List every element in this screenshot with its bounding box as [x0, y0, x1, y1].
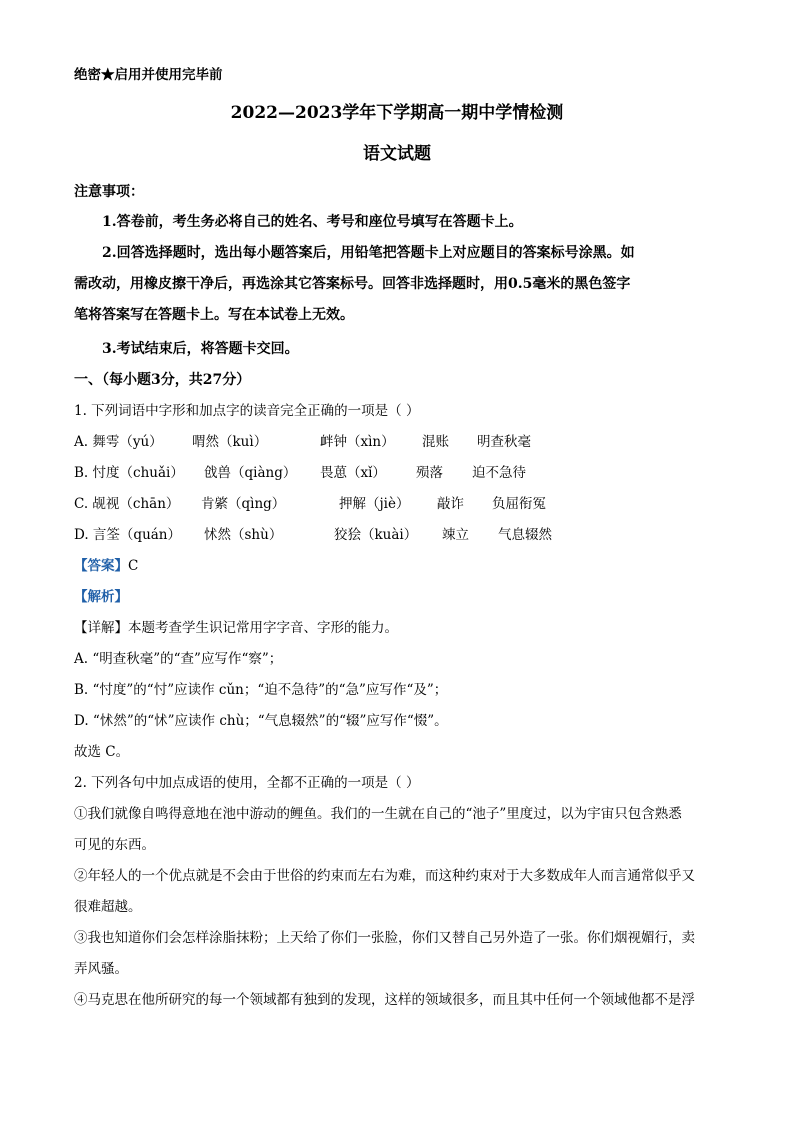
option-cell: C. 觇视（chān）: [74, 496, 180, 512]
option-cell: 混账: [422, 434, 449, 450]
sentence-3-line-1: ③我也知道你们会怎样涂脂抹粉；上天给了你们一张脸，你们又替自己另外造了一张。你们烟视媚行，卖: [74, 930, 695, 946]
option-cell: 押解（jiè）: [339, 496, 410, 512]
answer-tag: 【答案】: [74, 558, 128, 574]
notice-item-2-line-3: 笔将答案写在答题卡上。写在本试卷上无效。: [74, 307, 354, 323]
section-1-heading: 一、（每小题3分，共27分）: [74, 372, 251, 388]
option-cell: A. 舞雩（yú）: [74, 434, 163, 450]
question-2-stem: 2. 下列各句中加点成语的使用，全都不正确的一项是（ ）: [74, 775, 420, 791]
option-cell: D. 言筌（quán）: [74, 527, 182, 543]
answer-line: [74, 557, 138, 575]
option-cell: 狡狯（kuài）: [334, 527, 418, 543]
option-cell: B. 忖度（chuǎi）: [74, 465, 184, 481]
exam-subject: 语文试题: [363, 144, 431, 164]
option-cell: 怵然（shù）: [204, 527, 283, 543]
notice-item-2-line-1: 2.回答选择题时，选出每小题答案后，用铅笔把答题卡上对应题目的答案标号涂黑。如: [102, 245, 635, 261]
option-cell: 气息辍然: [498, 527, 552, 543]
answer-value: C: [128, 558, 139, 574]
confidential-label: 绝密★启用并使用完毕前: [74, 67, 223, 83]
notice-heading: 注意事项：: [74, 184, 144, 200]
option-cell: 戗兽（qiàng）: [204, 465, 297, 481]
sentence-2-line-2: 很难超越。: [74, 899, 142, 915]
sentence-4-line-1: ④马克思在他所研究的每一个领域都有独到的发现，这样的领域很多，而且其中任何一个领域他都不是浮: [74, 992, 695, 1008]
conclusion: 故选 C。: [74, 744, 130, 760]
option-cell: 竦立: [442, 527, 469, 543]
option-cell: 肯綮（qìng）: [201, 496, 286, 512]
sentence-2-line-1: ②年轻人的一个优点就是不会由于世俗的约束而左右为难，而这种约束对于大多数成年人而言通常似乎又: [74, 868, 695, 884]
explain-a: A. “明查秋毫”的“查”应写作“察”；: [74, 651, 283, 667]
sentence-1-line-1: ①我们就像自鸣得意地在池中游动的鲤鱼。我们的一生就在自己的“池子”里度过，以为宇宙只包含熟悉: [74, 806, 682, 822]
option-cell: 衅钟（xìn）: [320, 434, 395, 450]
option-cell: 负屈衔冤: [492, 496, 546, 512]
explain-d: D. “怵然”的“怵”应读作 chù；“气息辍然”的“辍”应写作“惙”。: [74, 713, 448, 729]
option-cell: 畏葸（xǐ）: [320, 465, 386, 481]
question-1-stem: 1. 下列词语中字形和加点字的读音完全正确的一项是（ ）: [74, 403, 420, 419]
analysis-tag: 【解析】: [74, 589, 128, 605]
explain-b: B. “忖度”的“忖”应读作 cǔn；“迫不急待”的“急”应写作“及”；: [74, 682, 448, 698]
option-cell: 明查秋毫: [477, 434, 531, 450]
notice-item-2-line-2: 需改动，用橡皮擦干净后，再选涂其它答案标号。回答非选择题时，用0.5毫米的黑色签字: [74, 276, 631, 292]
detail-line: [74, 619, 398, 637]
option-cell: 敲诈: [437, 496, 464, 512]
option-cell: 喟然（kuì）: [192, 434, 268, 450]
option-cell: 迫不急待: [472, 465, 526, 481]
detail-tag: 【详解】: [74, 620, 128, 636]
sentence-3-line-2: 弄风骚。: [74, 961, 128, 977]
sentence-1-line-2: 可见的东西。: [74, 837, 155, 853]
notice-item-1: 1.答卷前，考生务必将自己的姓名、考号和座位号填写在答题卡上。: [102, 214, 523, 230]
detail-text: 本题考查学生识记常用字字音、字形的能力。: [128, 620, 398, 636]
exam-title: 2022—2023学年下学期高一期中学情检测: [230, 103, 564, 123]
notice-item-3: 3.考试结束后，将答题卡交回。: [102, 341, 299, 357]
option-cell: 殒落: [416, 465, 443, 481]
